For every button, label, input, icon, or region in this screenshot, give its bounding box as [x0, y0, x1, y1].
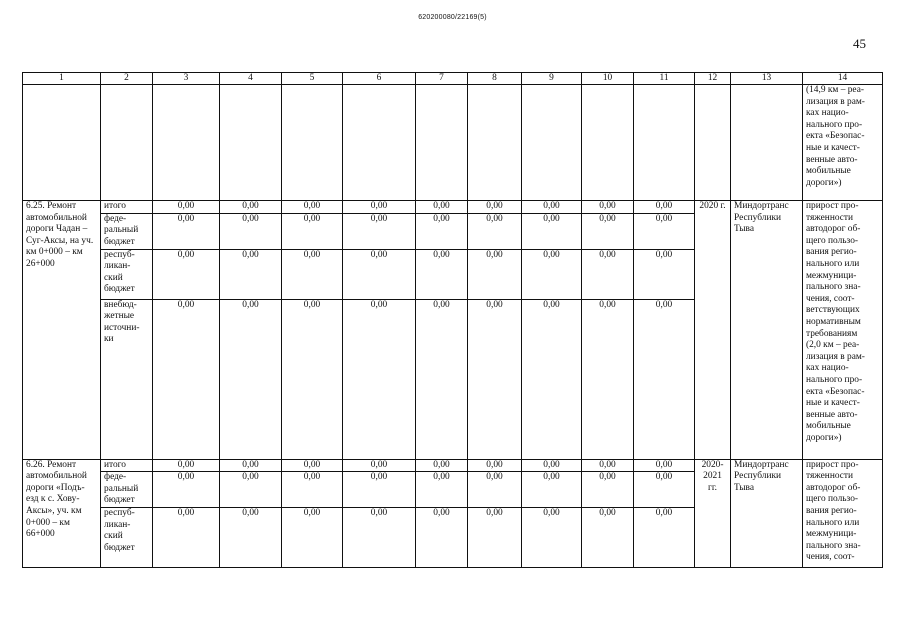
- value-cell: 0,00: [343, 459, 416, 472]
- funding-source: феде- ральный бюджет: [101, 472, 153, 508]
- column-number: 10: [582, 73, 634, 85]
- value-cell: 0,00: [468, 249, 522, 299]
- executor: Миндортранс Республики Тыва: [731, 459, 803, 568]
- value-cell: 0,00: [582, 249, 634, 299]
- value-cell: 0,00: [220, 459, 282, 472]
- value-cell: 0,00: [468, 201, 522, 214]
- value-cell: 0,00: [468, 299, 522, 459]
- item-name: 6.25. Ремонт автомобильной дороги Чадан – Суг-Аксы, на уч. км 0+000 – км 26+000: [23, 201, 101, 460]
- value-cell: 0,00: [416, 508, 468, 568]
- column-number: 6: [343, 73, 416, 85]
- value-cell: 0,00: [468, 472, 522, 508]
- value-cell: 0,00: [522, 213, 582, 249]
- funding-source: итого: [101, 459, 153, 472]
- value-cell: 0,00: [416, 299, 468, 459]
- table-row: [23, 459, 883, 472]
- value-cell: 0,00: [582, 459, 634, 472]
- document-id: 620200080/22169(5): [418, 14, 487, 21]
- value-cell: 0,00: [522, 459, 582, 472]
- column-number: 13: [731, 73, 803, 85]
- value-cell: 0,00: [220, 508, 282, 568]
- value-cell: 0,00: [634, 201, 695, 214]
- value-cell: 0,00: [522, 508, 582, 568]
- value-cell: 0,00: [220, 299, 282, 459]
- continuation-note: (14,9 км – реа- лизация в рам- ках нацио- нального про- екта «Безопас- ные и качест- венные авто- мобильные дороги»): [803, 85, 883, 201]
- column-number: 9: [522, 73, 582, 85]
- value-cell: 0,00: [522, 201, 582, 214]
- value-cell: 0,00: [282, 459, 343, 472]
- table-row: [23, 201, 883, 214]
- value-cell: 0,00: [220, 201, 282, 214]
- value-cell: 0,00: [522, 472, 582, 508]
- value-cell: 0,00: [416, 213, 468, 249]
- column-number: 7: [416, 73, 468, 85]
- column-number: 12: [695, 73, 731, 85]
- value-cell: 0,00: [282, 508, 343, 568]
- value-cell: 0,00: [468, 508, 522, 568]
- value-cell: 0,00: [153, 459, 220, 472]
- value-cell: 0,00: [416, 472, 468, 508]
- funding-source: внебюд- жетные источни- ки: [101, 299, 153, 459]
- expected-result: прирост про- тяженности автодорог об- щего пользо- вания регио- нального или межмуници- пального зна- чения, соот-: [803, 459, 883, 568]
- value-cell: 0,00: [343, 213, 416, 249]
- value-cell: 0,00: [416, 201, 468, 214]
- continuation-row: [23, 85, 883, 201]
- column-number: 11: [634, 73, 695, 85]
- value-cell: 0,00: [282, 299, 343, 459]
- value-cell: 0,00: [220, 213, 282, 249]
- column-number: 2: [101, 73, 153, 85]
- column-number: 3: [153, 73, 220, 85]
- value-cell: 0,00: [582, 472, 634, 508]
- column-number: 4: [220, 73, 282, 85]
- value-cell: 0,00: [282, 213, 343, 249]
- value-cell: 0,00: [416, 249, 468, 299]
- funding-source: респуб- ликан- ский бюджет: [101, 508, 153, 568]
- value-cell: 0,00: [343, 508, 416, 568]
- expected-result: прирост про- тяженности автодорог об- щего пользо- вания регио- нального или межмуници- пального зна- чения, соот- ветствующих нормативным требованиям (2,0 км – реа- лизация в рам- ках нацио- нального про- екта «Безопас- ные и качест- венные авто- мобильные дороги»): [803, 201, 883, 460]
- value-cell: 0,00: [282, 472, 343, 508]
- implementation-year: 2020 г.: [695, 201, 731, 460]
- value-cell: 0,00: [582, 508, 634, 568]
- value-cell: 0,00: [343, 472, 416, 508]
- value-cell: 0,00: [582, 201, 634, 214]
- value-cell: 0,00: [153, 213, 220, 249]
- column-number: 14: [803, 73, 883, 85]
- implementation-year: 2020- 2021 гг.: [695, 459, 731, 568]
- value-cell: 0,00: [522, 249, 582, 299]
- value-cell: 0,00: [343, 249, 416, 299]
- value-cell: 0,00: [153, 508, 220, 568]
- value-cell: 0,00: [282, 249, 343, 299]
- value-cell: 0,00: [522, 299, 582, 459]
- column-number: 5: [282, 73, 343, 85]
- value-cell: 0,00: [153, 472, 220, 508]
- value-cell: 0,00: [634, 213, 695, 249]
- funding-source: феде- ральный бюджет: [101, 213, 153, 249]
- value-cell: 0,00: [343, 201, 416, 214]
- value-cell: 0,00: [282, 201, 343, 214]
- value-cell: 0,00: [582, 213, 634, 249]
- value-cell: 0,00: [634, 459, 695, 472]
- value-cell: 0,00: [416, 459, 468, 472]
- funding-source: респуб- ликан- ский бюджет: [101, 249, 153, 299]
- executor: Миндортранс Республики Тыва: [731, 201, 803, 460]
- column-number: 1: [23, 73, 101, 85]
- value-cell: 0,00: [634, 299, 695, 459]
- value-cell: 0,00: [634, 472, 695, 508]
- item-name: 6.26. Ремонт автомобильной дороги «Подъ- езд к с. Хову- Аксы», уч. км 0+000 – км 66+000: [23, 459, 101, 568]
- page-number: 45: [853, 36, 866, 51]
- value-cell: 0,00: [468, 459, 522, 472]
- value-cell: 0,00: [468, 213, 522, 249]
- value-cell: 0,00: [343, 299, 416, 459]
- value-cell: 0,00: [220, 472, 282, 508]
- value-cell: 0,00: [220, 249, 282, 299]
- value-cell: 0,00: [634, 508, 695, 568]
- column-number: 8: [468, 73, 522, 85]
- budget-table: [22, 72, 883, 568]
- value-cell: 0,00: [153, 201, 220, 214]
- column-number-row: [23, 73, 883, 85]
- value-cell: 0,00: [153, 249, 220, 299]
- value-cell: 0,00: [153, 299, 220, 459]
- value-cell: 0,00: [582, 299, 634, 459]
- funding-source: итого: [101, 201, 153, 214]
- value-cell: 0,00: [634, 249, 695, 299]
